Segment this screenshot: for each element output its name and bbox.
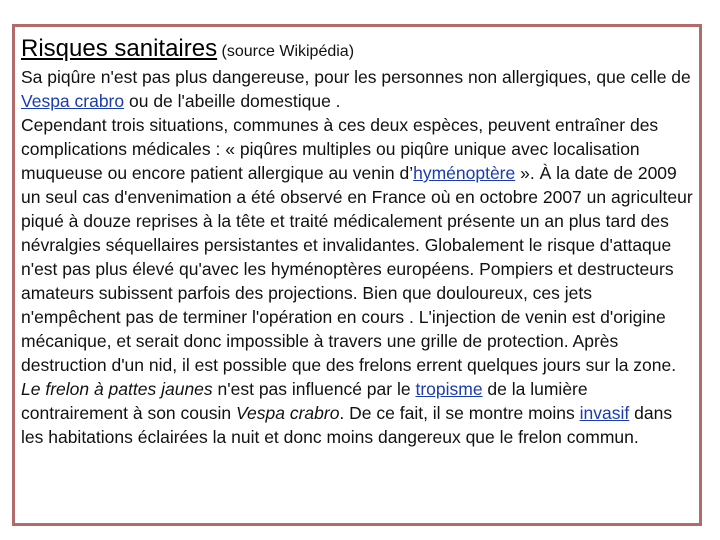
source-note: (source Wikipédia) (221, 43, 355, 60)
italic-vespa-crabro: Vespa crabro (235, 403, 340, 423)
paragraph-1-text-end: ou de l'abeille domestique . (124, 91, 341, 111)
paragraph-3 (21, 377, 693, 449)
italic-frelon-pattes-jaunes: Le frelon à pattes jaunes (21, 379, 213, 399)
paragraph-3-text-c: . De ce fait, il se montre moins (339, 403, 580, 423)
title-line (21, 35, 699, 63)
link-tropisme[interactable]: tropisme (415, 379, 483, 399)
link-vespa-crabro[interactable]: Vespa crabro (21, 91, 125, 111)
paragraph-2 (21, 113, 693, 377)
link-invasif[interactable]: invasif (579, 403, 630, 423)
link-hymenoptere[interactable]: hyménoptère (413, 163, 516, 183)
paragraph-3-text-d: dans les habitations éclairées la nuit et donc moins dangereux que le frelon commun. (21, 403, 673, 447)
paragraph-3-text-a: n'est pas influencé par le (212, 379, 416, 399)
paragraph-2-text-end: ». À la date de 2009 un seul cas d'envenimation a été observé en France où en octobre 2007 un agriculteur piqué à douze reprises à la tête et traité médicalement présente un an plus tard des névralgies séquellaires persistantes et invalidantes. Globalement le risque d'attaque n'est pas plus élevé qu'avec les hyménoptères européens. Pompiers et destructeurs amateurs subissent parfois des projections. Bien que douloureux, ces jets n'empêchent pas de terminer l'opération en cours . L'injection de venin est d'origine mécanique, et serait donc impossible à travers une grille de protection. Après destruction d'un nid, il est possible que des frelons errent quelques jours sur la zone. (21, 163, 693, 375)
paragraph-2-text: Cependant trois situations, communes à ces deux espèces, peuvent entraîner des complications médicales : « piqûres multiples ou piqûre unique avec localisation muqueuse ou encore patient allergique au venin d’ (21, 115, 659, 183)
paragraph-1-text: Sa piqûre n'est pas plus dangereuse, pour les personnes non allergiques, que celle de (21, 67, 691, 87)
body-text (21, 65, 693, 449)
slide-frame (12, 24, 702, 526)
paragraph-3-text-b: de la lumière contrairement à son cousin (21, 379, 588, 423)
paragraph-1 (21, 65, 693, 113)
page-title: Risques sanitaires (21, 35, 218, 62)
